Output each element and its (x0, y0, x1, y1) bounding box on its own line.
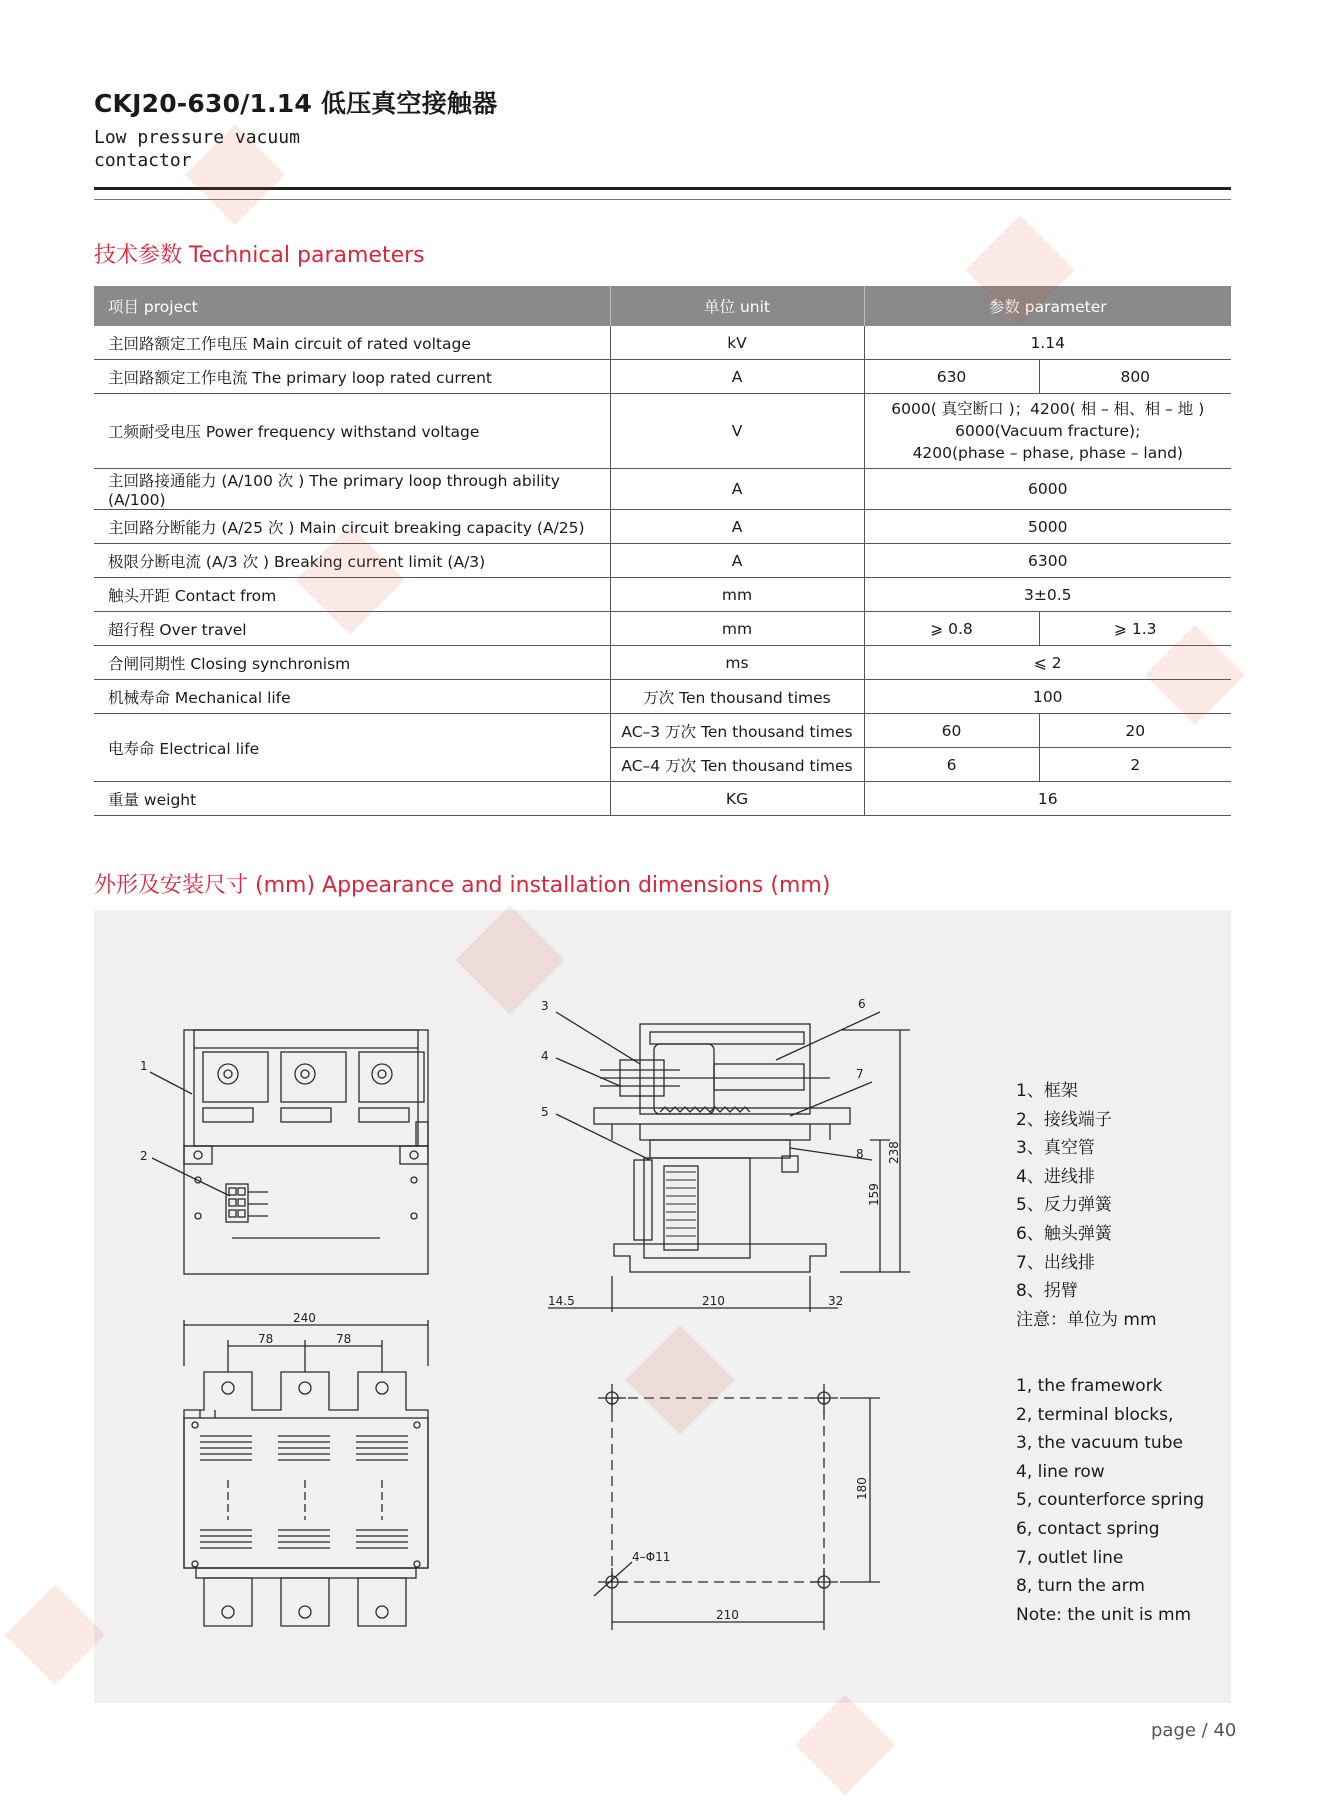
row-name: 主回路分断能力 (A/25 次 ) Main circuit breaking capacity (A/25) (94, 510, 610, 544)
row-unit: A (610, 510, 864, 544)
row-value-b: 2 (1039, 748, 1231, 782)
callout-5: 5 (541, 1105, 549, 1119)
dim-32: 32 (828, 1294, 844, 1308)
row-unit: mm (610, 578, 864, 612)
legend-item: 5, counterforce spring (1016, 1490, 1205, 1511)
row-value-a: 630 (864, 360, 1039, 394)
row-value: 6300 (864, 544, 1231, 578)
callout-2: 2 (140, 1149, 148, 1163)
dim-238: 238 (887, 1141, 901, 1164)
header-parameter: 参数 parameter (864, 286, 1231, 326)
callout-4: 4 (541, 1049, 549, 1063)
row-value: ⩽ 2 (864, 646, 1231, 680)
row-value: 3±0.5 (864, 578, 1231, 612)
row-unit: KG (610, 782, 864, 816)
dim-210-side: 210 (702, 1294, 725, 1308)
row-value: 6000 (864, 469, 1231, 510)
legend-item: 8、拐臂 (1016, 1281, 1078, 1302)
row-unit: kV (610, 326, 864, 360)
side-section-view (548, 1012, 910, 1312)
callout-1: 1 (140, 1059, 148, 1073)
row-unit: AC–3 万次 Ten thousand times (610, 714, 864, 748)
legend-item: 4、进线排 (1016, 1166, 1095, 1187)
row-name: 触头开距 Contact from (94, 578, 610, 612)
legend-item: 7、出线排 (1016, 1252, 1095, 1273)
row-value-b: 20 (1039, 714, 1231, 748)
legend-note: 注意：单位为 mm (1016, 1309, 1157, 1330)
row-name: 电寿命 Electrical life (94, 714, 610, 782)
row-name: 极限分断电流 (A/3 次 ) Breaking current limit (A/3) (94, 544, 610, 578)
row-name: 合闸同期性 Closing synchronism (94, 646, 610, 680)
row-value-a: 60 (864, 714, 1039, 748)
withstand-line-1: 6000( 真空断口 )；4200( 相 – 相、相 – 地 ) (891, 400, 1205, 418)
callout-7: 7 (856, 1067, 864, 1081)
legend-item: 7, outlet line (1016, 1547, 1124, 1568)
legend-item: 4, line row (1016, 1461, 1105, 1482)
legend-item: 2, terminal blocks, (1016, 1404, 1174, 1425)
withstand-line-3: 4200(phase – phase, phase – land) (912, 444, 1183, 462)
row-value: 5000 (864, 510, 1231, 544)
row-value: 100 (864, 680, 1231, 714)
row-value: 16 (864, 782, 1231, 816)
plan-view (184, 1320, 428, 1626)
row-value-a: ⩾ 0.8 (864, 612, 1039, 646)
row-name: 主回路接通能力 (A/100 次 ) The primary loop through ability (A/100) (94, 469, 610, 510)
row-unit: ms (610, 646, 864, 680)
row-value-b: 800 (1039, 360, 1231, 394)
withstand-line-2: 6000(Vacuum fracture); (955, 422, 1141, 440)
dim-180: 180 (855, 1477, 869, 1500)
legend-item: 1, the framework (1016, 1376, 1163, 1396)
row-name: 工频耐受电压 Power frequency withstand voltage (94, 394, 610, 469)
header-project: 项目 project (94, 286, 610, 326)
row-name: 机械寿命 Mechanical life (94, 680, 610, 714)
mounting-view (594, 1384, 880, 1630)
row-name: 主回路额定工作电压 Main circuit of rated voltage (94, 326, 610, 360)
dim-78-right: 78 (336, 1332, 352, 1346)
row-unit: V (610, 394, 864, 469)
row-value: 1.14 (864, 326, 1231, 360)
row-unit: 万次 Ten thousand times (610, 680, 864, 714)
legend-item: 3、真空管 (1016, 1138, 1095, 1159)
page-number: page / 40 (1151, 1720, 1237, 1741)
callout-8: 8 (856, 1147, 864, 1161)
legend-item: 6、触头弹簧 (1016, 1223, 1112, 1244)
row-name: 超行程 Over travel (94, 612, 610, 646)
callout-6: 6 (858, 997, 866, 1011)
dim-14-5: 14.5 (548, 1294, 575, 1308)
legend-item: 1、框架 (1016, 1081, 1078, 1101)
legend-item: 6, contact spring (1016, 1518, 1160, 1539)
section-title-technical: 技术参数 Technical parameters (94, 243, 425, 268)
row-unit: mm (610, 612, 864, 646)
legend-item: 3, the vacuum tube (1016, 1433, 1183, 1454)
row-name: 重量 weight (94, 782, 610, 816)
row-unit: A (610, 360, 864, 394)
row-unit: A (610, 469, 864, 510)
product-title: CKJ20-630/1.14 低压真空接触器 (94, 89, 498, 118)
dim-210-base: 210 (716, 1608, 739, 1622)
section-title-dimensions: 外形及安装尺寸 (mm) Appearance and installation dimensions (mm) (94, 873, 831, 898)
legend-note: Note: the unit is mm (1016, 1604, 1192, 1625)
dim-240: 240 (293, 1311, 316, 1325)
dim-78-left: 78 (258, 1332, 274, 1346)
header-unit: 单位 unit (610, 286, 864, 326)
row-value-b: ⩾ 1.3 (1039, 612, 1231, 646)
product-subtitle-1: Low pressure vacuum (94, 127, 300, 148)
row-name: 主回路额定工作电流 The primary loop rated current (94, 360, 610, 394)
row-unit: AC–4 万次 Ten thousand times (610, 748, 864, 782)
legend-item: 2、接线端子 (1016, 1109, 1112, 1130)
legend-chinese (1016, 1077, 1157, 1334)
dim-159: 159 (867, 1183, 881, 1206)
front-view-top (150, 1030, 428, 1274)
row-unit: A (610, 544, 864, 578)
row-value-a: 6 (864, 748, 1039, 782)
dim-hole: 4–Φ11 (632, 1550, 671, 1564)
legend-english (1016, 1372, 1204, 1629)
product-subtitle-2: contactor (94, 150, 192, 171)
callout-3: 3 (541, 999, 549, 1013)
legend-item: 5、反力弹簧 (1016, 1195, 1112, 1216)
legend-item: 8, turn the arm (1016, 1576, 1145, 1597)
